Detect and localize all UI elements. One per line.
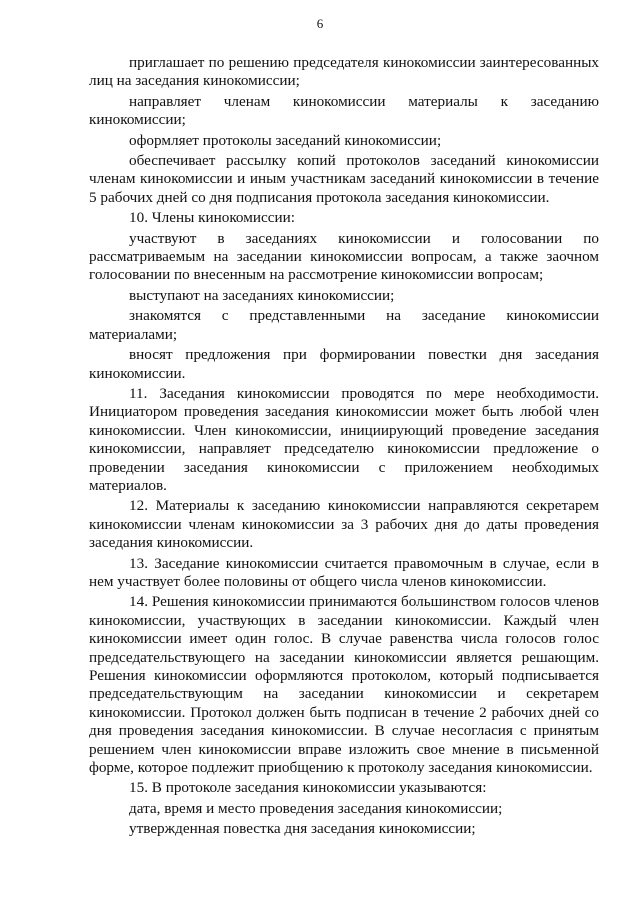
paragraph: утвержденная повестка дня заседания кинокомиссии;: [129, 820, 476, 838]
paragraph: 12. Материалы к заседанию кинокомиссии направляются секретарем кинокомиссии членам кинокомиссии за 3 рабочих дня до даты проведения заседания кинокомиссии.: [89, 497, 599, 552]
paragraph: участвуют в заседаниях кинокомиссии и голосовании по рассматриваемым на заседании кинокомиссии вопросам, а также заочном голосовании по внесенным на рассмотрение кинокомиссии вопросам;: [89, 229, 599, 284]
paragraph: 11. Заседания кинокомиссии проводятся по мере необходимости. Инициатором проведения заседания кинокомиссии может быть любой член кинокомиссии. Член кинокомиссии, инициирующий проведение заседания кинокомиссии, направляет председателю кинокомиссии предложение о проведении заседания кинокомиссии с приложением необходимых материалов.: [89, 384, 599, 494]
paragraph: знакомятся с представленными на заседание кинокомиссии материалами;: [89, 307, 599, 343]
paragraph: 13. Заседание кинокомиссии считается правомочным в случае, если в нем участвует более половины от общего числа членов кинокомиссии.: [89, 554, 599, 590]
paragraph: вносят предложения при формировании повестки дня заседания кинокомиссии.: [89, 346, 599, 382]
document-body: [89, 54, 599, 839]
paragraph: обеспечивает рассылку копий протоколов заседаний кинокомиссии членам кинокомиссии и иным участникам заседаний кинокомиссии в течение 5 рабочих дней со дня подписания протокола заседания кинокомиссии.: [89, 152, 599, 206]
paragraph: 14. Решения кинокомиссии принимаются большинством голосов членов кинокомиссии, участвующих в заседании кинокомиссии. Каждый член кинокомиссии имеет один голос. В случае равенства числа голосов голос председательствующего на заседании кинокомиссии является решающим. Решения кинокомиссии оформляются протоколом, который подписывается председательствующим на заседании кинокомиссии и секретарем кинокомиссии. Протокол должен быть подписан в течение 2 рабочих дней со дня проведения заседания кинокомиссии. В случае несогласия с принятым решением член кинокомиссии вправе изложить свое мнение в письменной форме, которое подлежит приобщению к протоколу заседания кинокомиссии.: [89, 593, 599, 777]
paragraph: приглашает по решению председателя кинокомиссии заинтересованных лиц на заседания кинокомиссии;: [89, 54, 599, 90]
section-heading: 15. В протоколе заседания кинокомиссии указываются:: [129, 779, 487, 797]
section-heading: 10. Члены кинокомиссии:: [129, 209, 295, 227]
paragraph: направляет членам кинокомиссии материалы к заседанию кинокомиссии;: [89, 92, 599, 129]
paragraph: оформляет протоколы заседаний кинокомиссии;: [129, 131, 442, 149]
paragraph: выступают на заседаниях кинокомиссии;: [129, 286, 395, 304]
page-number: 6: [316, 16, 324, 31]
paragraph: дата, время и место проведения заседания кинокомиссии;: [129, 799, 503, 817]
